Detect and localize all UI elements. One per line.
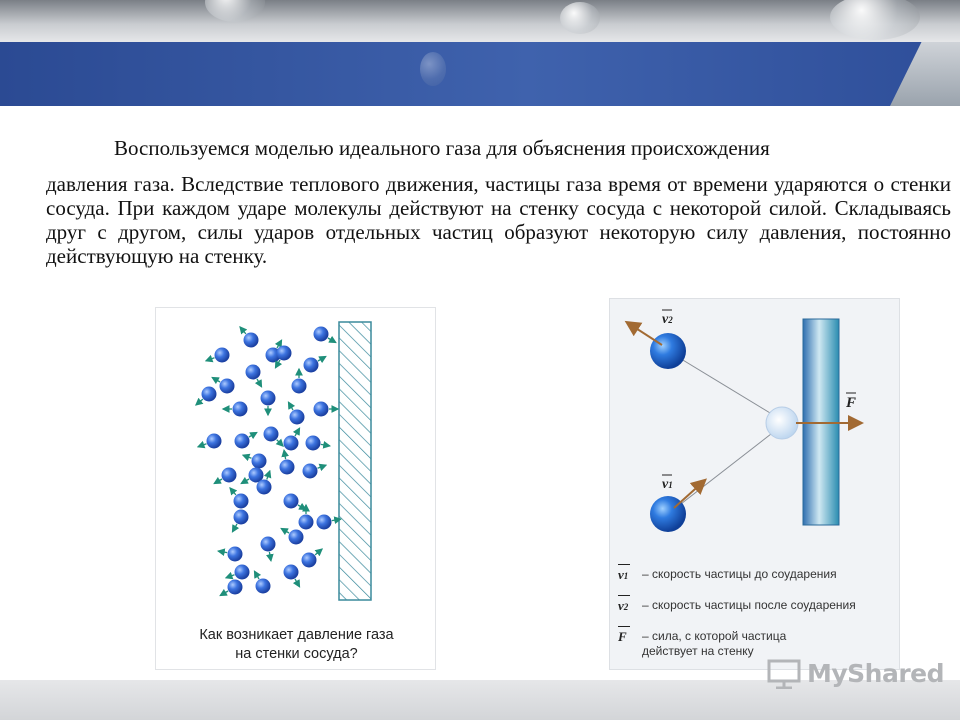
gas-molecule (290, 410, 305, 425)
gas-molecule (246, 365, 261, 380)
gas-molecule (228, 580, 243, 595)
gas-molecule (284, 494, 299, 509)
molecules-group (196, 327, 341, 596)
velocity-arrow (298, 505, 306, 510)
velocity-arrow (198, 444, 206, 447)
collision-figure (609, 298, 900, 670)
caption-line-2: на стенки сосуда? (235, 646, 358, 662)
gas-molecule (228, 547, 243, 562)
trajectory-in (668, 427, 780, 514)
gas-molecule (292, 379, 307, 394)
velocity-arrow (328, 338, 336, 343)
watermark-text: MyShared (807, 658, 945, 688)
header-decoration (0, 0, 960, 44)
legend-text: – сила, с которой частица действует на стенку (642, 629, 787, 658)
legend-symbol: F (618, 629, 642, 645)
band-corner-decoration (890, 42, 960, 106)
molecule-impact (766, 407, 798, 439)
gas-molecule (314, 327, 329, 342)
gas-molecule (289, 530, 304, 545)
velocity-arrow (257, 379, 262, 387)
velocity-arrow (321, 444, 330, 446)
gas-molecule (261, 391, 276, 406)
water-drop-image (205, 0, 265, 22)
velocity-arrow (212, 378, 220, 383)
velocity-arrow (241, 479, 249, 484)
v2-label: v2 (662, 312, 673, 327)
velocity-arrow (249, 433, 257, 438)
velocity-arrow (206, 358, 214, 361)
velocity-arrow (243, 455, 251, 458)
velocity-arrow (318, 357, 326, 362)
water-drop-image (420, 52, 446, 86)
v1-arrow (674, 481, 704, 508)
velocity-arrow (281, 529, 289, 534)
legend-row-v1 (618, 567, 892, 587)
velocity-arrow (289, 402, 294, 410)
paragraph-first-line: Воспользуемся моделью идеального газа для объяснения происхождения (114, 136, 770, 160)
caption-line-1: Как возникает давление газа (199, 627, 394, 643)
gas-molecule (280, 460, 295, 475)
velocity-arrow (284, 450, 286, 459)
gas-molecule (314, 402, 329, 417)
velocity-arrow (214, 479, 222, 484)
gas-molecule (277, 346, 292, 361)
gas-molecule (235, 434, 250, 449)
gas-molecule (284, 565, 299, 580)
velocity-arrow (196, 399, 203, 405)
gas-pressure-figure (155, 307, 436, 670)
velocity-arrow (318, 465, 326, 468)
molecule-after (650, 333, 686, 369)
gas-molecule (252, 454, 267, 469)
gas-molecule (215, 348, 230, 363)
gas-molecule (317, 515, 332, 530)
legend-text: – скорость частицы после соударения (642, 598, 856, 612)
velocity-arrow (267, 471, 270, 479)
velocity-arrow (277, 440, 283, 446)
force-label: F (846, 395, 857, 411)
velocity-arrow (230, 488, 236, 495)
velocity-arrow (295, 579, 300, 587)
vessel-wall (339, 322, 371, 600)
velocity-arrow (295, 428, 300, 436)
gas-molecule (257, 480, 272, 495)
gas-molecule (299, 515, 314, 530)
trajectory-out (668, 351, 780, 419)
velocity-arrow (255, 571, 260, 579)
velocity-arrow (240, 327, 246, 334)
legend-text: – скорость частицы до соударения (642, 567, 837, 581)
velocity-arrow (218, 551, 227, 553)
velocity-arrow (220, 591, 228, 596)
legend-symbol: v2 (618, 598, 642, 614)
water-drop-image (560, 2, 600, 34)
v1-label: v1 (662, 477, 673, 492)
gas-molecule (220, 379, 235, 394)
gas-molecule (261, 537, 276, 552)
velocity-arrow (226, 575, 234, 578)
legend-symbol: v1 (618, 567, 642, 583)
gas-molecule (235, 565, 250, 580)
velocity-arrow (269, 552, 271, 561)
legend-row-v2 (618, 598, 892, 618)
gas-molecule (234, 510, 249, 525)
gas-molecule (233, 402, 248, 417)
molecules-diagram (156, 308, 437, 671)
gas-molecule (284, 436, 299, 451)
velocity-arrow (233, 524, 238, 532)
gas-molecule (304, 358, 319, 373)
figure-caption (156, 626, 437, 664)
gas-molecule (207, 434, 222, 449)
myshared-watermark (767, 654, 944, 692)
slide-text (46, 136, 951, 268)
v2-arrow (628, 323, 662, 345)
presentation-icon (767, 657, 801, 689)
gas-molecule (303, 464, 318, 479)
paragraph-body: давления газа. Вследствие теплового движения, частицы газа время от времени ударяются о стенки сосуда. При каждом ударе молекулы действуют на стенку сосуда с некоторой силой. Складываясь друг с другом, силы ударов отдельных частиц образуют некоторую силу давления, постоянно действующую на стенку. (46, 172, 951, 268)
gas-molecule (256, 579, 271, 594)
gas-molecule (302, 553, 317, 568)
water-drop-image (830, 0, 920, 40)
velocity-arrow (315, 549, 322, 555)
gas-molecule (234, 494, 249, 509)
gas-molecule (244, 333, 259, 348)
header-band (0, 42, 960, 106)
gas-molecule (202, 387, 217, 402)
gas-molecule (222, 468, 237, 483)
gas-molecule (306, 436, 321, 451)
gas-molecule (264, 427, 279, 442)
